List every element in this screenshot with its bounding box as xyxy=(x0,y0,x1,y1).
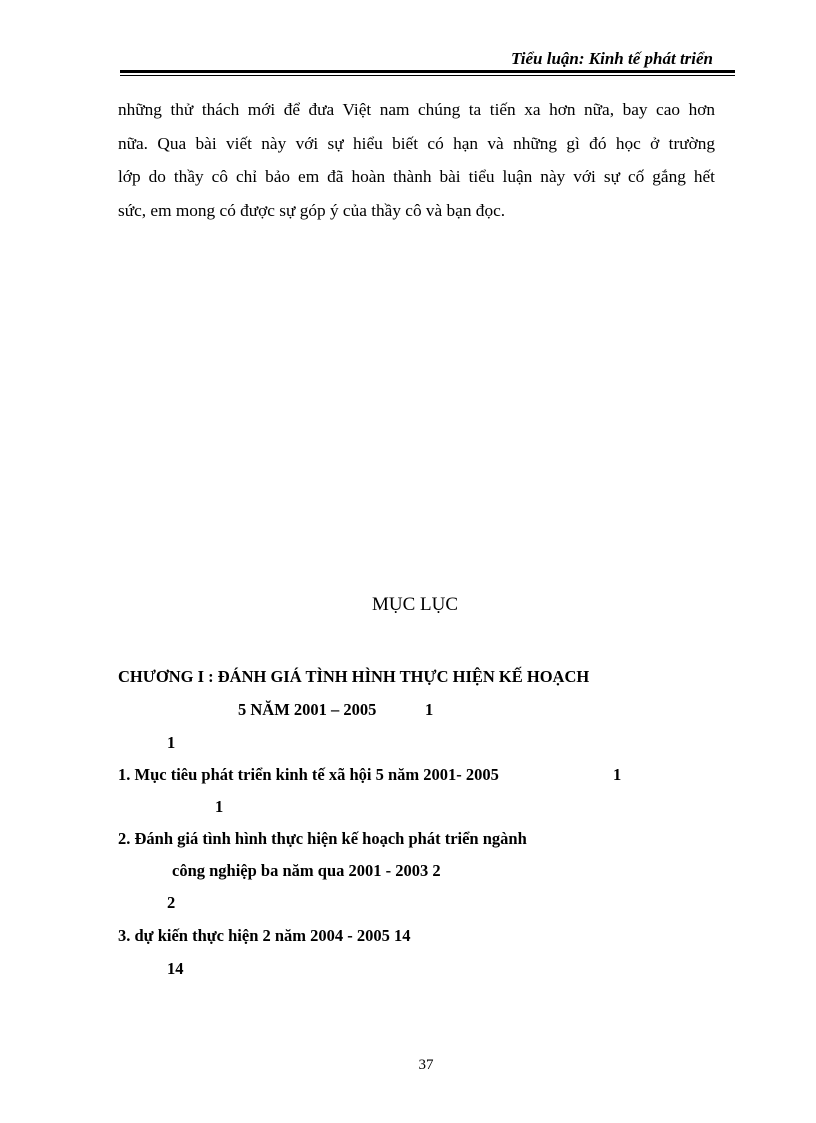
toc-page-number: 2 xyxy=(167,893,176,912)
toc-title: MỤC LỤC xyxy=(371,594,459,615)
toc-page-number: 1 xyxy=(425,700,434,719)
toc-entry-continuation: công nghiệp ba năm qua 2001 - 2003 2 xyxy=(172,861,441,880)
toc-chapter-heading: CHƯƠNG I : ĐÁNH GIÁ TÌNH HÌNH THỰC HIỆN KẾ HOẠCH xyxy=(118,667,590,686)
toc-page-number: 14 xyxy=(167,959,184,978)
toc-page-number: 1 xyxy=(167,733,176,752)
paragraph-line: những thử thách mới để đưa Việt nam chúng ta tiến xa hơn nữa, bay cao hơn xyxy=(118,100,715,119)
toc-page-number: 1 xyxy=(613,765,622,784)
header-title: Tiểu luận: Kinh tế phát triển xyxy=(511,49,713,68)
body-paragraph xyxy=(118,93,715,227)
toc-entry: 3. dự kiến thực hiện 2 năm 2004 - 2005 14 xyxy=(118,926,411,945)
page-header xyxy=(120,48,735,78)
toc-entry: 1. Mục tiêu phát triển kinh tế xã hội 5 năm 2001- 2005 xyxy=(118,765,499,784)
toc-entry: 2. Đánh giá tình hình thực hiện kế hoạch phát triển ngành xyxy=(118,829,527,848)
header-rule-thick xyxy=(120,70,735,73)
paragraph-line: lớp do thầy cô chỉ bảo em đã hoàn thành bài tiểu luận này với sự cố gắng hết xyxy=(118,167,715,186)
paragraph-line: nữa. Qua bài viết này với sự hiểu biết có hạn và những gì đó học ở trường xyxy=(118,133,715,153)
toc-chapter-subheading: 5 NĂM 2001 – 2005 xyxy=(238,700,377,719)
toc-page-number: 1 xyxy=(215,797,224,816)
header-rule-thin xyxy=(120,75,735,76)
paragraph-line: sức, em mong có được sự góp ý của thầy cô và bạn đọc. xyxy=(118,200,506,220)
page-number: 37 xyxy=(418,1057,434,1073)
